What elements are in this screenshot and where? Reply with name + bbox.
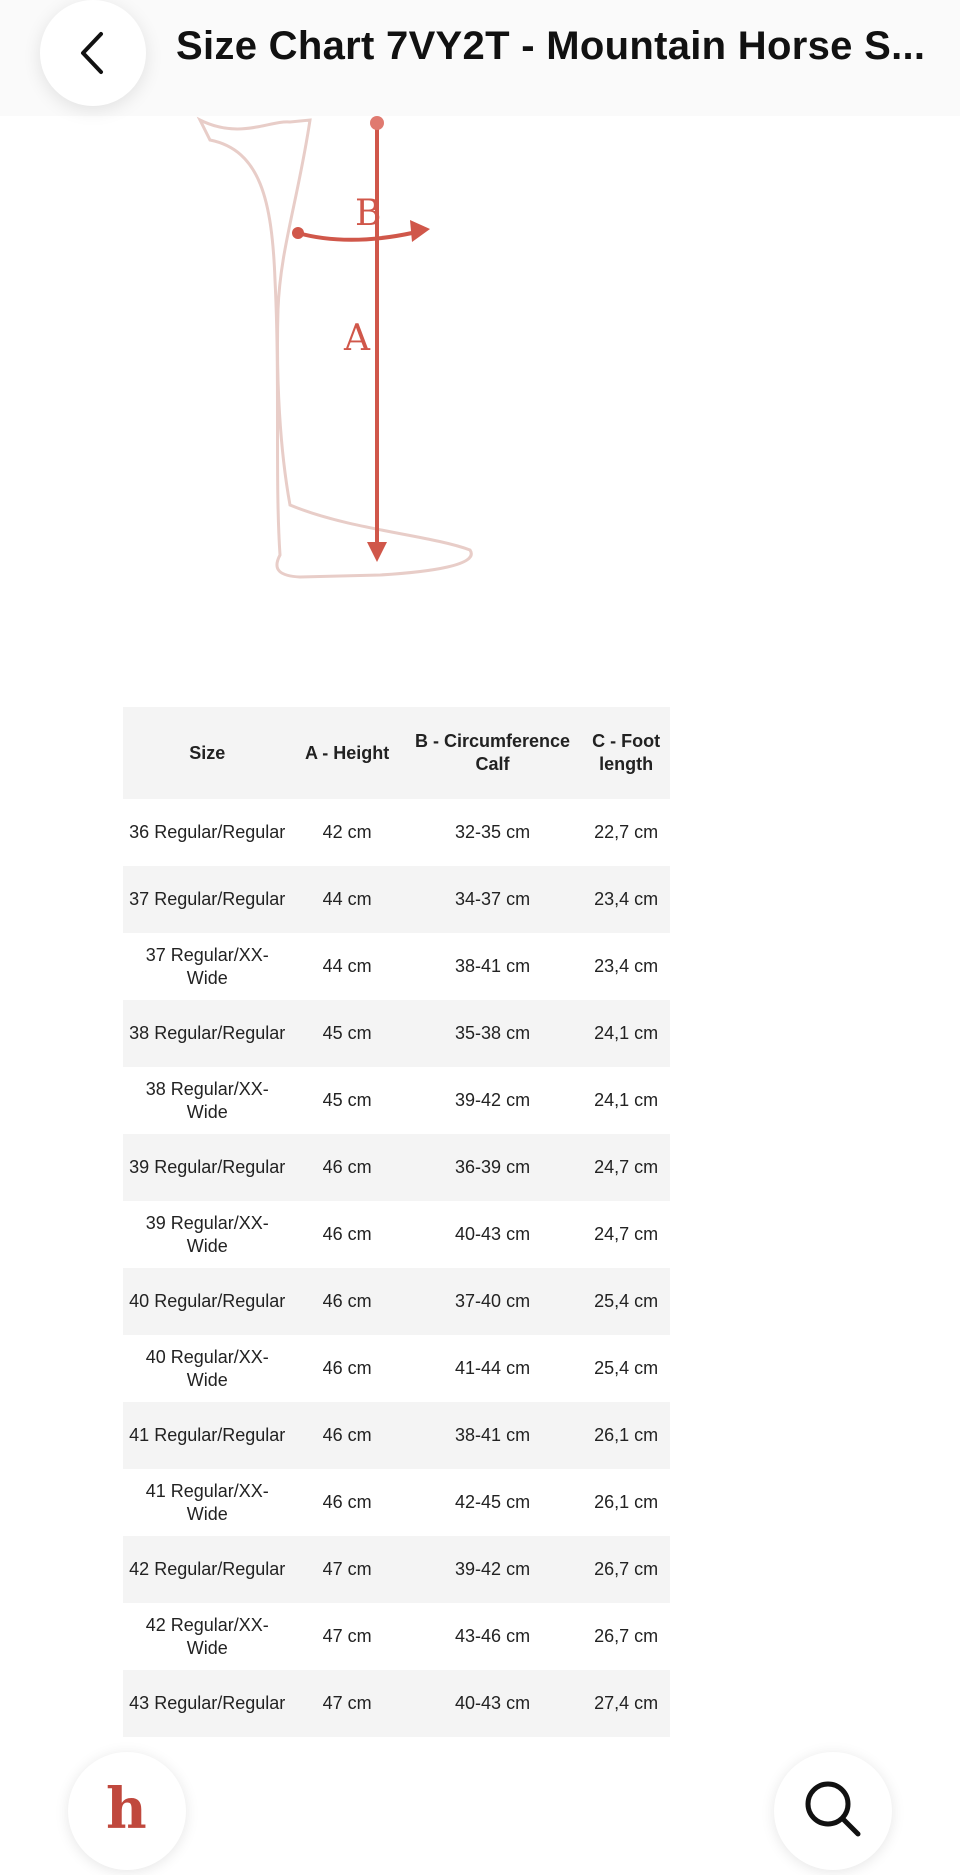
header-height: A - Height	[291, 707, 402, 799]
calf-arc-start-dot	[292, 227, 304, 239]
table-row	[123, 1134, 670, 1201]
cell-circumference-calf: 36-39 cm	[403, 1134, 582, 1201]
table-row	[123, 1000, 670, 1067]
search-button[interactable]	[774, 1752, 892, 1870]
cell-circumference-calf: 39-42 cm	[403, 1536, 582, 1603]
calf-measure-arc	[298, 233, 412, 240]
cell-size: 38 Regular/XX-Wide	[145, 1078, 269, 1122]
cell-height: 45 cm	[291, 1000, 402, 1067]
cell-foot-length: 25,4 cm	[594, 1358, 659, 1378]
cell-height: 47 cm	[291, 1670, 402, 1737]
cell-size: 38 Regular/Regular	[123, 1000, 291, 1067]
cell-height: 42 cm	[322, 822, 372, 842]
cell-size: 39 Regular/Regular	[123, 1134, 291, 1201]
cell-size: 41 Regular/XX-Wide	[145, 1480, 269, 1524]
cell-foot-length: 27,4 cm	[582, 1670, 670, 1737]
cell-height: 47 cm	[291, 1536, 402, 1603]
cell-size: 42 Regular/XX-Wide	[145, 1614, 269, 1658]
cell-height: 45 cm	[322, 1090, 372, 1110]
cell-circumference-calf: 38-41 cm	[455, 956, 531, 976]
cell-height: 46 cm	[322, 1492, 372, 1512]
table-row	[123, 1067, 670, 1134]
table-row	[123, 1469, 670, 1536]
cell-circumference-calf: 43-46 cm	[455, 1626, 531, 1646]
table-row	[123, 799, 670, 866]
cell-circumference-calf: 35-38 cm	[403, 1000, 582, 1067]
brand-logo-button[interactable]	[68, 1752, 186, 1870]
cell-foot-length: 22,7 cm	[594, 822, 659, 842]
height-line-arrowhead	[367, 542, 387, 562]
table-row	[123, 1335, 670, 1402]
cell-circumference-calf: 40-43 cm	[455, 1224, 531, 1244]
cell-circumference-calf: 41-44 cm	[455, 1358, 531, 1378]
chevron-left-icon	[73, 28, 113, 78]
cell-size: 42 Regular/Regular	[123, 1536, 291, 1603]
header-size: Size	[123, 707, 291, 799]
height-line-top-dot	[370, 116, 384, 130]
cell-size: 43 Regular/Regular	[123, 1670, 291, 1737]
cell-height: 46 cm	[291, 1268, 402, 1335]
table-body	[123, 799, 670, 1737]
cell-circumference-calf: 32-35 cm	[455, 822, 531, 842]
cell-height: 46 cm	[322, 1358, 372, 1378]
cell-size: 36 Regular/Regular	[129, 822, 286, 842]
cell-foot-length: 26,1 cm	[582, 1402, 670, 1469]
cell-foot-length: 24,7 cm	[582, 1134, 670, 1201]
calf-arc-arrowhead	[410, 220, 430, 242]
table-row	[123, 1670, 670, 1737]
cell-height: 46 cm	[322, 1224, 372, 1244]
cell-foot-length: 26,1 cm	[594, 1492, 659, 1512]
table-row	[123, 1536, 670, 1603]
search-icon	[774, 1752, 892, 1870]
back-button[interactable]	[40, 0, 146, 106]
table-header-row	[123, 707, 670, 799]
cell-height: 46 cm	[291, 1134, 402, 1201]
size-chart-table	[123, 707, 670, 1737]
cell-circumference-calf: 40-43 cm	[403, 1670, 582, 1737]
page-title: Size Chart 7VY2T - Mountain Horse S...	[176, 24, 926, 68]
label-b: B	[355, 193, 382, 234]
cell-size: 41 Regular/Regular	[123, 1402, 291, 1469]
table-row	[123, 1402, 670, 1469]
cell-foot-length: 26,7 cm	[582, 1536, 670, 1603]
cell-size: 40 Regular/Regular	[123, 1268, 291, 1335]
cell-foot-length: 25,4 cm	[582, 1268, 670, 1335]
boot-measurement-diagram	[180, 80, 580, 600]
cell-foot-length: 26,7 cm	[594, 1626, 659, 1646]
label-a: A	[344, 318, 370, 359]
table-row	[123, 1201, 670, 1268]
table-row	[123, 866, 670, 933]
cell-foot-length: 23,4 cm	[582, 866, 670, 933]
cell-foot-length: 24,1 cm	[582, 1000, 670, 1067]
cell-circumference-calf: 42-45 cm	[455, 1492, 531, 1512]
cell-height: 47 cm	[322, 1626, 372, 1646]
cell-circumference-calf: 39-42 cm	[455, 1090, 531, 1110]
cell-foot-length: 24,7 cm	[594, 1224, 659, 1244]
table-row	[123, 1603, 670, 1670]
cell-size: 39 Regular/XX-Wide	[145, 1212, 269, 1256]
cell-height: 46 cm	[291, 1402, 402, 1469]
cell-size: 37 Regular/Regular	[123, 866, 291, 933]
header-circumference-calf: B - Circumference Calf	[403, 707, 582, 799]
cell-foot-length: 24,1 cm	[594, 1090, 659, 1110]
cell-foot-length: 23,4 cm	[594, 956, 659, 976]
header-foot-length: C - Foot length	[582, 707, 670, 799]
cell-circumference-calf: 38-41 cm	[403, 1402, 582, 1469]
boot-outline	[200, 120, 471, 577]
brand-logo: h	[106, 1776, 147, 1842]
cell-size: 37 Regular/XX-Wide	[145, 944, 269, 988]
cell-circumference-calf: 34-37 cm	[403, 866, 582, 933]
table-row	[123, 1268, 670, 1335]
cell-size: 40 Regular/XX-Wide	[145, 1346, 269, 1390]
cell-circumference-calf: 37-40 cm	[403, 1268, 582, 1335]
cell-height: 44 cm	[291, 866, 402, 933]
table-row	[123, 933, 670, 1000]
cell-height: 44 cm	[322, 956, 372, 976]
